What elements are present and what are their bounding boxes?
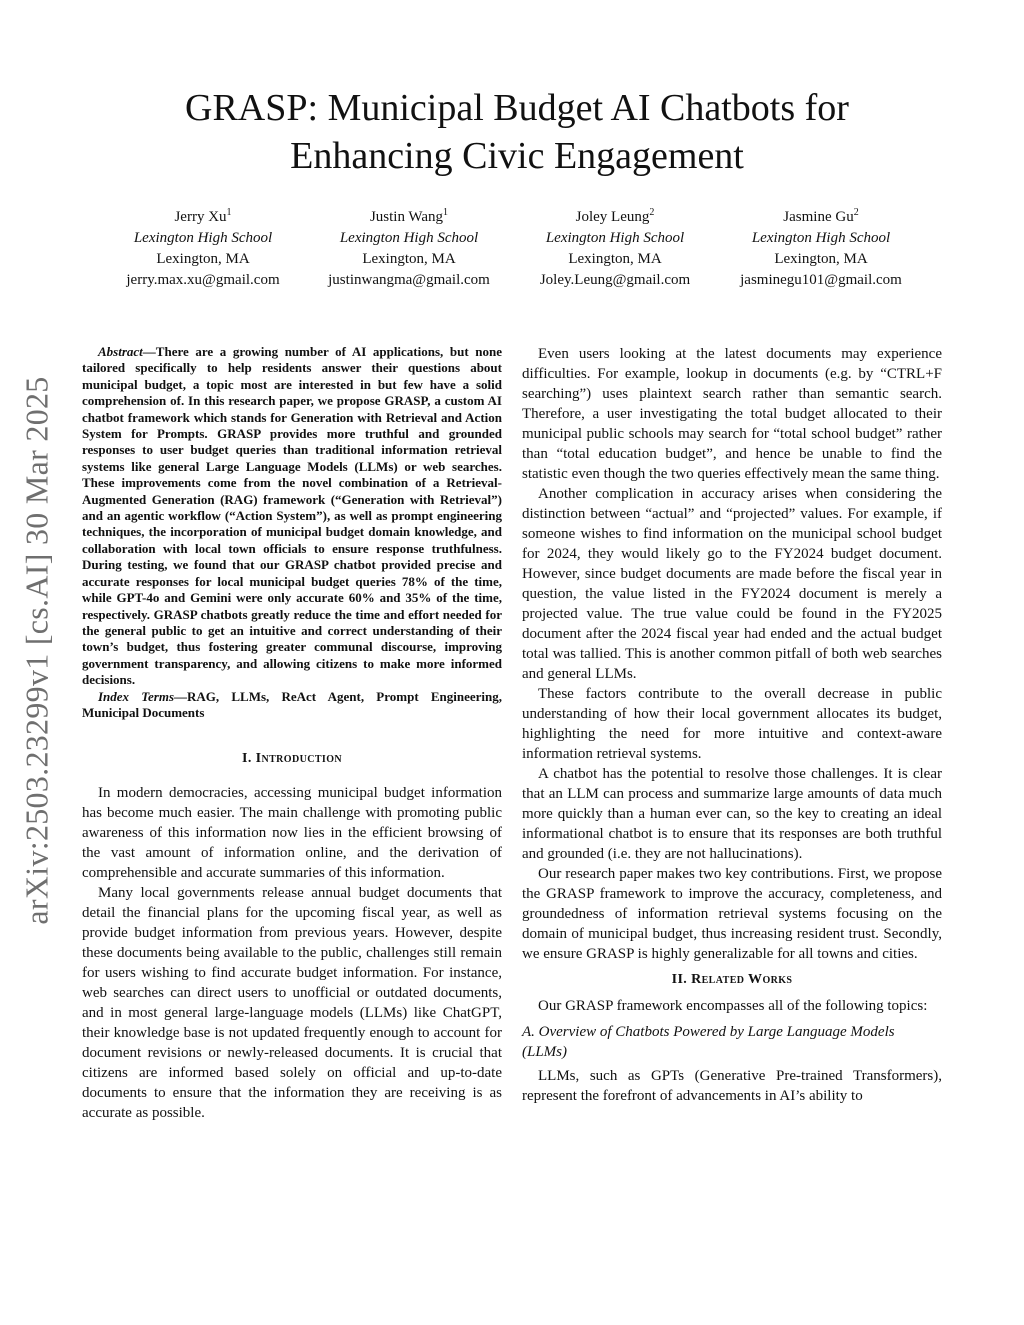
author-2 xyxy=(306,202,512,291)
left-column xyxy=(82,344,502,1123)
author-name: Jerry Xu$^1$ xyxy=(174,207,232,225)
paragraph: Many local governments release annual budget documents that detail the financial plans for the upcoming fiscal year, as well as provide budget information from previous years. However, despite these documents being available to the public, challenges still remain for users wishing to find accurate budget information. For instance, web searches can direct users to unofficial or outdated documents, and in most general large-language models (LLMs) like ChatGPT, their knowledge base is not updated frequently enough to account for document revisions or newly-released documents. It is crucial that citizens are informed based solely on official and up-to-date documents to ensure that the information they are receiving is as accurate as possible. xyxy=(82,885,502,1122)
author-affiliation: Lexington High School xyxy=(339,230,479,246)
author-name: Justin Wang$^1$ xyxy=(369,207,449,225)
arxiv-identifier-stamp xyxy=(12,350,62,950)
author-location: Lexington, MA xyxy=(568,251,662,267)
paper-title: GRASP: Municipal Budget AI Chatbots for Enhancing Civic Engagement xyxy=(185,87,849,177)
abstract-lead: Abstract xyxy=(98,344,143,359)
author-location: Lexington, MA xyxy=(774,251,868,267)
author-affiliation: Lexington High School xyxy=(133,230,273,246)
author-location: Lexington, MA xyxy=(362,251,456,267)
author-affiliation: Lexington High School xyxy=(751,230,891,246)
section-heading-introduction: I. Introduction xyxy=(241,751,342,767)
paragraph: Another complication in accuracy arises when considering the distinction between “actual” and “projected” values. For example, if someone wishes to find information on the municipal school budget for 2024, they would likely go to the FY2024 budget document. However, since budget documents are made before the fiscal year in question, the value listed in the FY2024 document is merely a projected value. The true value could be found in the FY2025 document after the 2024 fiscal year had ended and the actual budget total was tallied. This is another common pitfall of both web searches and general LLMs. xyxy=(522,486,942,682)
right-column xyxy=(522,344,942,1106)
index-terms-text: —RAG, LLMs, ReAct Agent, Prompt Engineering, Municipal Documents xyxy=(82,688,502,720)
paragraph: LLMs, such as GPTs (Generative Pre-trained Transformers), represent the forefront of advancements in AI’s ability to xyxy=(522,1068,942,1104)
index-terms-lead: Index Terms xyxy=(98,688,175,704)
abstract-text: —There are a growing number of AI applications, but none tailored specifically to help residents answer their questions about municipal budget, a topic most are interested in but few have a solid comprehension of. In this research paper, we propose GRASP, a custom AI chatbot framework which stands for Generation with Retrieval and Action System for Prompts. GRASP provides more truthful and grounded responses to user budget queries than traditional information retrieval systems like general Large Language Models (LLMs) or web searches. These improvements come from the novel combination of a Retrieval-Augmented Generation (RAG) framework (“Generation with Retrieval”) and an agentic workflow (“Action System”), as well as prompt engineering techniques, the incorporation of municipal budget domain knowledge, and collaboration with local town officials to ensure response truthfulness. During testing, we found that our GRASP chatbot provided precise and accurate responses for local municipal budget queries 78% of the time, while GPT-4o and Gemini were only accurate 60% and 35% of the time, respectively. GRASP chatbots greatly reduce the time and effort needed for the general public to get an intuitive and correct understanding of their town’s budget, thus fostering greater communal discourse, improving government transparency, and allowing citizens to make more informed decisions. xyxy=(82,344,502,688)
author-3 xyxy=(512,202,718,291)
paragraph: Even users looking at the latest documents may experience difficulties. For example, lookup in documents (e.g. by “CTRL+F searching”) uses plaintext search rather than semantic search. Therefore, a user investigating the total budget allocated to their municipal public schools may search for “total school budget” rather than “total education budget”, and hence be unable to find the statistic even though the two queries effectively mean the same thing. xyxy=(522,346,942,482)
abstract xyxy=(82,344,502,689)
author-name: Joley Leung$^2$ xyxy=(575,207,655,225)
author-email: Joley.Leung@gmail.com xyxy=(539,272,691,288)
paragraph: These factors contribute to the overall decrease in public understanding of how their local government allocates its budget, highlighting the need for more intuitive and context-aware information retrieval systems. xyxy=(522,686,942,762)
author-1 xyxy=(100,202,306,291)
index-terms xyxy=(82,689,502,722)
paragraph: In modern democracies, accessing municipal budget information has become much easier. The main challenge with promoting public awareness of this information now lies in the efficient browsing of the vast amount of information online, and the derivation of comprehensible and accurate summaries of this information. xyxy=(82,785,502,882)
arxiv-identifier-text: arXiv:2503.23299v1 [cs.AI] 30 Mar 2025 xyxy=(18,375,55,925)
author-4 xyxy=(718,202,924,291)
section-heading-related-works: II. Related Works xyxy=(671,972,793,987)
paragraph: A chatbot has the potential to resolve those challenges. It is clear that an LLM can process and summarize large amounts of data much more quickly than a human ever can, so the key to creating an ideal informational chatbot is to ensure that its responses are both truthful and grounded (i.e. they are not hallucinations). xyxy=(522,766,942,862)
author-affiliation: Lexington High School xyxy=(545,230,685,246)
paragraph: Our GRASP framework encompasses all of the following topics: xyxy=(538,998,928,1014)
author-email: jerry.max.xu@gmail.com xyxy=(126,272,280,288)
paragraph: Our research paper makes two key contributions. First, we propose the GRASP framework to improve the accuracy, completeness, and groundedness of information retrieval systems focusing on the domain of municipal budget, thus increasing resident trust. Secondly, we ensure GRASP is highly generalizable for all towns and cities. xyxy=(522,866,942,962)
author-block xyxy=(100,202,924,291)
subsection-heading-a: A. Overview of Chatbots Powered by Large Language Models (LLMs) xyxy=(522,1024,895,1060)
author-email: jasminegu101@gmail.com xyxy=(740,272,902,288)
author-name: Jasmine Gu$^2$ xyxy=(783,207,859,225)
author-email: justinwangma@gmail.com xyxy=(328,272,490,288)
author-location: Lexington, MA xyxy=(156,251,250,267)
